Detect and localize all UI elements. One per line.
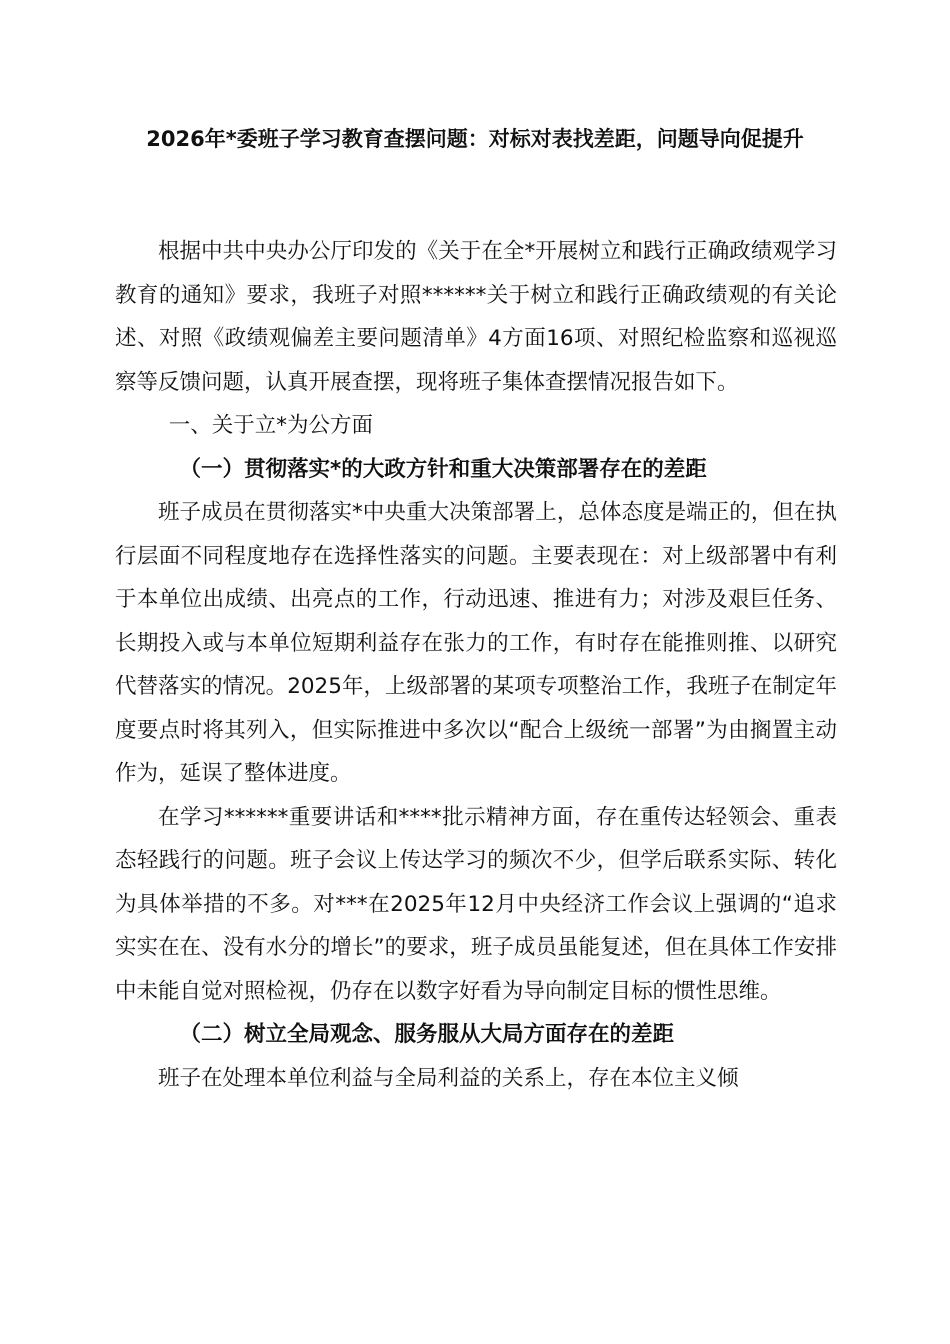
intro-paragraph: 根据中共中央办公厅印发的《关于在全*开展树立和践行正确政绩观学习教育的通知》要求，我班子对照******关于树立和践行正确政绩观的有关论述、对照《政绩观偏差主要问题清单》4方面16项、对照纪检监察和巡视巡察等反馈问题，认真开展查摆，现将班子集体查摆情况报告如下。 [115, 239, 837, 395]
body-paragraph: 在学习******重要讲话和****批示精神方面，存在重传达轻领会、重表态轻践行的问题。班子会议上传达学习的频次不少，但学后联系实际、转化为具体举措的不多。对***在2025年12月中央经济工作会议上强调的“追求实实在在、没有水分的增长”的要求，班子成员虽能复述，但在具体工作安排中未能自觉对照检视，仍存在以数字好看为导向制定目标的惯性思维。 [115, 804, 837, 1004]
subsection-heading-2: （二）树立全局观念、服务服从大局方面存在的差距 [179, 1022, 675, 1047]
subsection-heading-1: （一）贯彻落实*的大政方针和重大决策部署存在的差距 [179, 456, 707, 482]
body-paragraph: 班子成员在贯彻落实*中央重大决策部署上，总体态度是端正的，但在执行层面不同程度地存在选择性落实的问题。主要表现在：对上级部署中有利于本单位出成绩、出亮点的工作，行动迅速、推进有力；对涉及艰巨任务、长期投入或与本单位短期利益存在张力的工作，有时存在能推则推、以研究代替落实的情况。2025年，上级部署的某项专项整治工作，我班子在制定年度要点时将其列入，但实际推进中多次以“配合上级统一部署”为由搁置主动作为，延误了整体进度。 [115, 500, 837, 786]
document-body [115, 230, 837, 1100]
section-heading-1: 一、关于立*为公方面 [168, 413, 374, 438]
body-paragraph: 班子在处理本单位利益与全局利益的关系上，存在本位主义倾 [158, 1065, 739, 1091]
document-title: 2026年*委班子学习教育查摆问题：对标对表找差距，问题导向促提升 [146, 127, 804, 151]
